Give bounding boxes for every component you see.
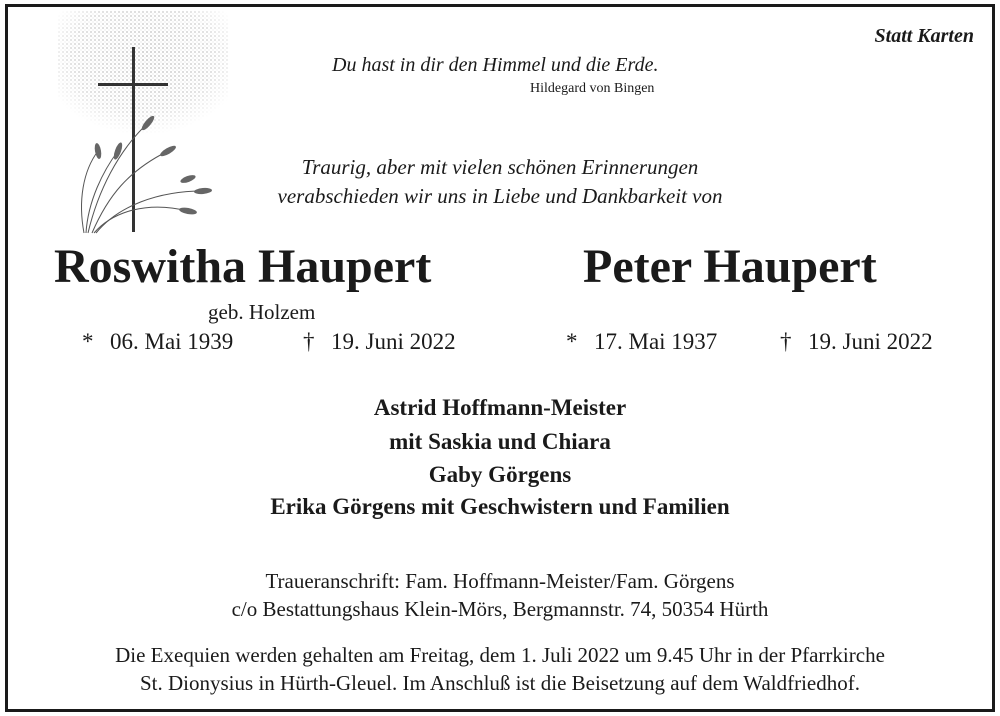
death-date-2 <box>780 329 933 355</box>
mourner-line: Erika Görgens mit Geschwistern und Familien <box>270 494 730 519</box>
death-cross-symbol: † <box>303 329 315 354</box>
mourning-address-line-2: c/o Bestattungshaus Klein-Mörs, Bergmannstr. 74, 50354 Hürth <box>231 597 769 621</box>
birth-date-text: 06. Mai 1939 <box>110 329 234 354</box>
birth-date-text: 17. Mai 1937 <box>594 329 718 354</box>
service-info-line-1: Die Exequien werden gehalten am Freitag, dem 1. Juli 2022 um 9.45 Uhr in der Pfarrkirche <box>115 643 885 667</box>
death-date-text: 19. Juni 2022 <box>808 329 933 354</box>
birth-symbol: * <box>82 329 94 354</box>
mourning-address-line-1: Traueranschrift: Fam. Hoffmann-Meister/Fam. Görgens <box>265 569 735 593</box>
deceased-name-1: Roswitha Haupert <box>54 240 432 293</box>
birth-date-2 <box>566 329 717 355</box>
mourner-line: Gaby Görgens <box>428 462 572 487</box>
statt-karten-tag: Statt Karten <box>874 25 974 47</box>
intro-line-1: Traurig, aber mit vielen schönen Erinnerungen <box>301 155 699 179</box>
mourner-line: mit Saskia und Chiara <box>389 429 611 454</box>
intro-line-2: verabschieden wir uns in Liebe und Dankbarkeit von <box>277 184 723 208</box>
quote: Du hast in dir den Himmel und die Erde. <box>332 54 659 76</box>
mourner-line: Astrid Hoffmann-Meister <box>373 395 627 420</box>
birth-date-1 <box>82 329 233 355</box>
death-date-text: 19. Juni 2022 <box>331 329 456 354</box>
deceased-name-2: Peter Haupert <box>583 240 877 293</box>
service-info-line-2: St. Dionysius in Hürth-Gleuel. Im Anschluß ist die Beisetzung auf dem Waldfriedhof. <box>140 671 860 695</box>
maiden-name: geb. Holzem <box>208 300 316 324</box>
quote-author: Hildegard von Bingen <box>530 81 655 96</box>
death-cross-symbol: † <box>780 329 792 354</box>
death-date-1 <box>303 329 456 355</box>
birth-symbol: * <box>566 329 578 354</box>
obituary-card <box>5 4 995 712</box>
